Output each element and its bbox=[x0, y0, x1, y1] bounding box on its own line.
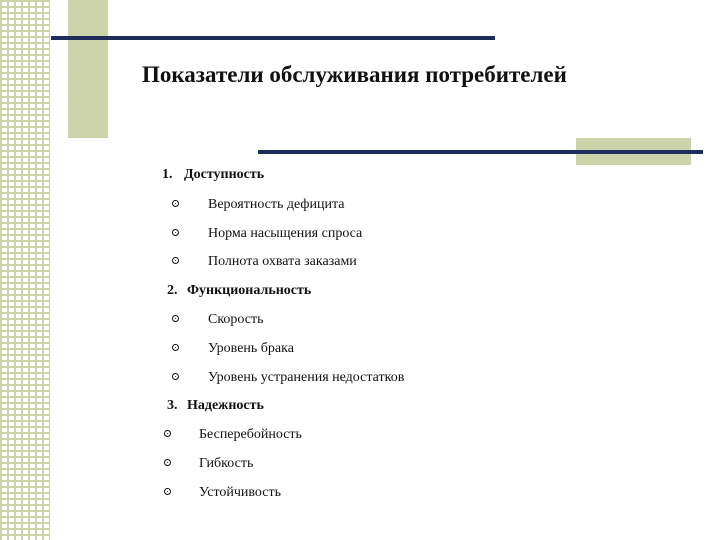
section-heading-text: Доступность bbox=[184, 167, 265, 182]
list-item-text: Гибкость bbox=[199, 456, 254, 471]
list-item-text: Норма насыщения спроса bbox=[208, 226, 363, 241]
list-item-text: Бесперебойность bbox=[199, 427, 302, 442]
section-heading-text: Функциональность bbox=[187, 283, 312, 298]
bullet-icon bbox=[164, 488, 171, 495]
section-number: 1. bbox=[162, 167, 173, 182]
section-heading-text: Надежность bbox=[187, 398, 264, 413]
list-item-text: Уровень брака bbox=[208, 341, 294, 356]
list-item-text: Вероятность дефицита bbox=[208, 197, 345, 212]
section-number: 2. bbox=[167, 283, 178, 298]
list-item-text: Скорость bbox=[208, 312, 264, 327]
bullet-icon bbox=[172, 373, 179, 380]
slide-title: Показатели обслуживания потребителей bbox=[142, 62, 567, 87]
list-item-text: Устойчивость bbox=[199, 485, 281, 500]
list-item-text: Уровень устранения недостатков bbox=[208, 370, 405, 385]
bullet-icon bbox=[164, 430, 171, 437]
bullet-icon bbox=[172, 315, 179, 322]
bullet-icon bbox=[164, 459, 171, 466]
bullet-icon bbox=[172, 229, 179, 236]
bullet-icon bbox=[172, 344, 179, 351]
section-heading-availability bbox=[162, 167, 264, 183]
bullet-icon bbox=[172, 257, 179, 264]
section-number: 3. bbox=[167, 398, 178, 413]
list-item-text: Полнота охвата заказами bbox=[208, 254, 357, 269]
section-heading-reliability bbox=[167, 398, 264, 414]
bullet-icon bbox=[172, 200, 179, 207]
section-heading-functionality bbox=[167, 283, 311, 299]
